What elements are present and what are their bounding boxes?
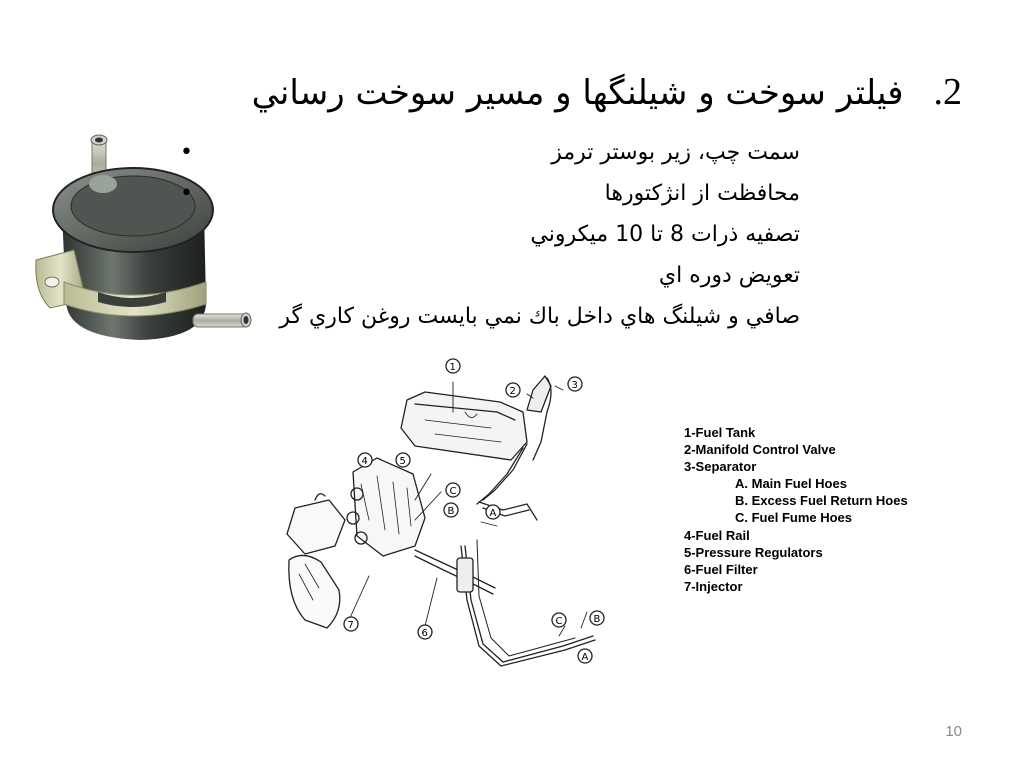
bullet-item [180, 304, 800, 345]
legend-item: 3-Separator [684, 459, 757, 475]
bullet-item [180, 181, 800, 222]
legend-item: 1-Fuel Tank [684, 425, 756, 440]
svg-text:7: 7 [347, 620, 354, 631]
callout-6 [418, 625, 432, 639]
bullet-list [180, 140, 800, 345]
fuel-tank-outline [401, 392, 527, 460]
svg-text:A: A [581, 652, 589, 663]
legend-item: 5-Pressure Regulators [684, 544, 823, 560]
callout-5 [396, 453, 410, 467]
svg-text:C: C [555, 616, 563, 627]
callout-c-upper [446, 483, 460, 497]
bullet-text: تعويض دوره اي [658, 263, 800, 288]
svg-text:6: 6 [421, 628, 428, 639]
legend-item: 4-Fuel Rail [684, 527, 750, 543]
legend-subitem: A. Main Fuel Hoes [735, 476, 847, 492]
svg-text:2: 2 [509, 386, 516, 397]
legend-item: 6-Fuel Filter [684, 561, 758, 577]
callout-7 [344, 617, 358, 631]
legend-subitem: B. Excess Fuel Return Hoes [735, 493, 908, 509]
svg-text:1: 1 [449, 362, 456, 373]
fuel-filter-outline [457, 558, 473, 592]
fuel-system-diagram [265, 350, 660, 690]
svg-text:C: C [449, 486, 457, 497]
callout-3 [568, 377, 582, 391]
legend-subitem: C. Fuel Fume Hoes [735, 510, 853, 526]
svg-text:A: A [489, 508, 497, 519]
callout-4 [358, 453, 372, 467]
svg-text:4: 4 [361, 456, 368, 467]
callout-1 [446, 359, 460, 373]
slide-title [252, 70, 962, 114]
bullet-text: سمت چپ، زير بوستر ترمز [551, 140, 800, 165]
bullet-item [180, 222, 800, 263]
callout-b-lower [590, 611, 604, 625]
title-text: فيلتر سوخت و شيلنگها و مسير سوخت رساني [251, 73, 904, 113]
callout-a-upper [486, 505, 500, 519]
bullet-text: صافي و شيلنگ هاي داخل باك نمي بايست روغن كاري گر [279, 304, 800, 329]
bullet-marker: • [180, 181, 193, 206]
callout-c-lower [552, 613, 566, 627]
svg-text:5: 5 [399, 456, 406, 467]
callout-a-lower [578, 649, 592, 663]
bullet-text: تصفيه ذرات 8 تا 10 ميكروني [530, 222, 800, 247]
legend-item: 2-Manifold Control Valve [684, 442, 836, 458]
bullet-text: محافظت از انژكتورها [604, 181, 800, 206]
svg-text:B: B [593, 614, 601, 625]
fuel-rail-outline [353, 458, 425, 556]
title-number: 2. [933, 71, 962, 113]
callout-b-upper [444, 503, 458, 517]
callout-2 [506, 383, 520, 397]
page-number: 10 [945, 723, 962, 740]
svg-text:B: B [447, 506, 455, 517]
legend-item: 7-Injector [684, 578, 743, 594]
bullet-marker: • [180, 140, 193, 165]
bullet-item [180, 263, 800, 304]
svg-text:3: 3 [571, 380, 578, 391]
bullet-item [180, 140, 800, 181]
diagram-legend [684, 424, 908, 595]
